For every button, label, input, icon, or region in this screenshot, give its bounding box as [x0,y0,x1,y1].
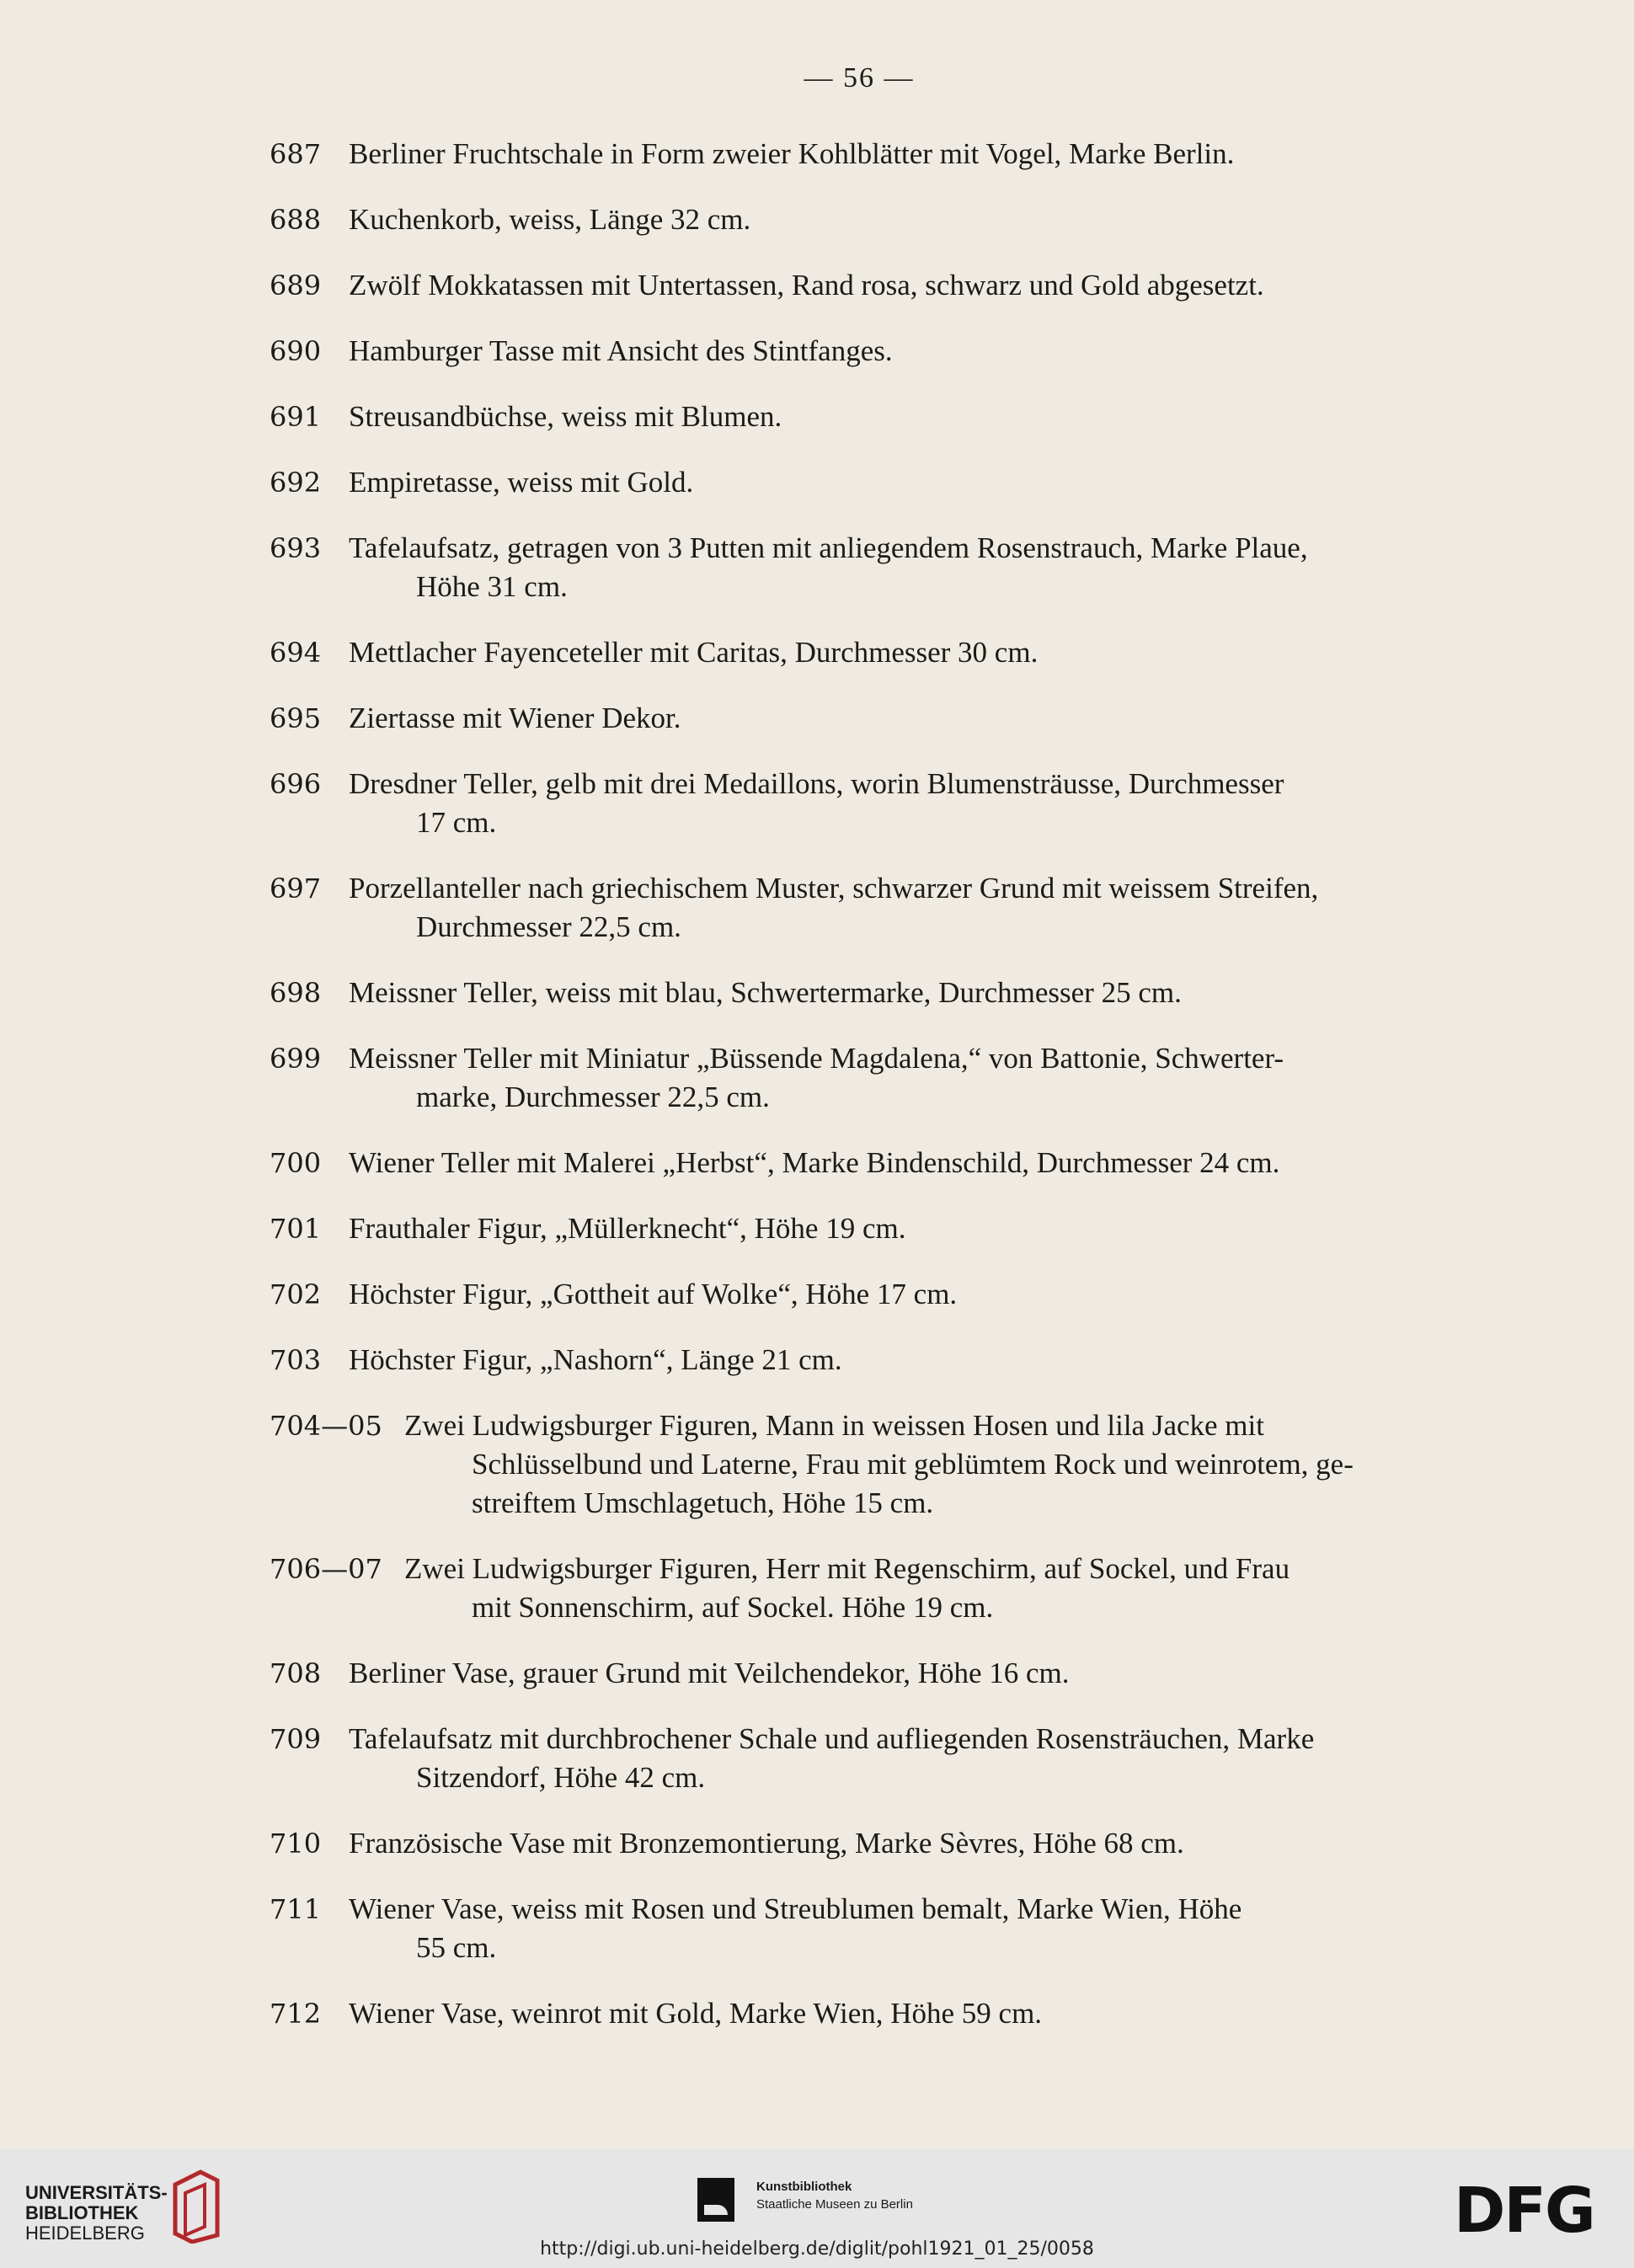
entry-description [349,974,1449,1012]
entry-description [349,135,1449,173]
catalog-entry [270,332,1449,371]
entry-number: 687 [270,138,322,170]
entry-number: 703 [270,1344,322,1376]
entry-number: 706—07 [270,1553,382,1585]
entry-line: Ziertasse mit Wiener Dekor. [349,702,681,734]
entry-description [349,1720,1449,1797]
catalog-entry [270,1720,1449,1797]
catalog-entry [270,699,1449,738]
entry-number: 695 [270,702,322,734]
catalog-entry-list [270,135,1449,2060]
entry-line: Streusandbüchse, weiss mit Blumen. [349,400,782,433]
uni-logo-line1: UNIVERSITÄTS- [25,2182,168,2203]
catalog-entry [270,1824,1449,1863]
entry-line: Höchster Figur, „Gottheit auf Wolke“, Höhe 17 cm. [349,1278,958,1310]
entry-line: Empiretasse, weiss mit Gold. [349,466,694,499]
footer-bar [0,2149,1634,2268]
entry-description [349,1275,1449,1314]
catalog-entry [270,135,1449,173]
page-number: — 56 — [804,62,915,93]
entry-line: Sitzendorf, Höhe 42 cm. [416,1761,706,1794]
entry-line: Frauthaler Figur, „Müllerknecht“, Höhe 19 cm. [349,1212,906,1245]
catalog-entry [270,1209,1449,1248]
catalog-entry [270,529,1449,606]
entry-line: 55 cm. [416,1931,497,1964]
catalog-entry [270,1654,1449,1693]
entry-line: Hamburger Tasse mit Ansicht des Stintfanges. [349,334,893,367]
entry-number: 688 [270,204,322,236]
entry-line: marke, Durchmesser 22,5 cm. [416,1081,770,1113]
entry-number: 691 [270,401,322,433]
catalog-entry [270,1341,1449,1379]
entry-number: 704—05 [270,1410,382,1442]
entry-description [404,1550,1449,1627]
catalog-entry [270,266,1449,305]
dfg-logo[interactable]: DFG [1454,2175,1594,2247]
entry-number: 700 [270,1147,322,1179]
catalog-entry [270,1890,1449,1967]
entry-description [349,869,1449,947]
entry-number: 689 [270,269,322,302]
catalog-entry [270,869,1449,947]
entry-description [349,1144,1449,1182]
catalog-entry [270,1406,1449,1523]
entry-number: 693 [270,532,322,564]
entry-line: Meissner Teller mit Miniatur „Büssende Magdalena,“ von Battonie, Schwerter- [349,1042,1284,1075]
catalog-entry [270,200,1449,239]
entry-line: Durchmesser 22,5 cm. [416,910,681,943]
catalog-entry [270,765,1449,842]
entry-description [349,1654,1449,1693]
kunstbibliothek-mark-icon [697,2178,734,2222]
entry-number: 709 [270,1723,322,1755]
catalog-entry [270,463,1449,502]
catalog-entry [270,398,1449,436]
entry-line: Wiener Vase, weiss mit Rosen und Streublumen bemalt, Marke Wien, Höhe [349,1892,1242,1925]
entry-line: Dresdner Teller, gelb mit drei Medaillons, worin Blumensträusse, Durchmesser [349,767,1284,800]
entry-line: Tafelaufsatz, getragen von 3 Putten mit anliegendem Rosenstrauch, Marke Plaue, [349,531,1308,564]
catalog-entry [270,1994,1449,2033]
entry-line: Schlüsselbund und Laterne, Frau mit geblümtem Rock und weinrotem, ge- [472,1448,1354,1481]
entry-line: Berliner Vase, grauer Grund mit Veilchendekor, Höhe 16 cm. [349,1657,1070,1689]
entry-number: 710 [270,1828,322,1860]
entry-description [349,1994,1449,2033]
entry-line: Berliner Fruchtschale in Form zweier Kohlblätter mit Vogel, Marke Berlin. [349,137,1235,170]
entry-description [349,1209,1449,1248]
entry-line: Höchster Figur, „Nashorn“, Länge 21 cm. [349,1343,842,1376]
entry-description [349,765,1449,842]
entry-number: 692 [270,467,322,499]
entry-line: Zwölf Mokkatassen mit Untertassen, Rand rosa, schwarz und Gold abgesetzt. [349,269,1264,302]
entry-line: Zwei Ludwigsburger Figuren, Mann in weissen Hosen und lila Jacke mit [404,1409,1264,1442]
entry-line: 17 cm. [416,806,497,839]
catalog-entry [270,1144,1449,1182]
catalog-entry [270,1275,1449,1314]
catalog-entry [270,1550,1449,1627]
entry-description [349,332,1449,371]
entry-number: 702 [270,1278,322,1310]
entry-line: Höhe 31 cm. [416,570,568,603]
entry-description [349,266,1449,305]
library-book-icon [167,2168,226,2244]
entry-line: Kuchenkorb, weiss, Länge 32 cm. [349,203,751,236]
entry-description [349,398,1449,436]
entry-line: Französische Vase mit Bronzemontierung, Marke Sèvres, Höhe 68 cm. [349,1827,1184,1860]
entry-line: Porzellanteller nach griechischem Muster, schwarzer Grund mit weissem Streifen, [349,872,1319,905]
entry-number: 708 [270,1657,322,1689]
catalog-entry [270,974,1449,1012]
entry-description [349,463,1449,502]
kb-name: Kunstbibliothek [756,2180,852,2194]
entry-description [404,1406,1449,1523]
entry-line: Wiener Vase, weinrot mit Gold, Marke Wien, Höhe 59 cm. [349,1997,1043,2030]
entry-description [349,633,1449,672]
entry-description [349,699,1449,738]
page-url[interactable]: http://digi.ub.uni-heidelberg.de/diglit/pohl1921_01_25/0058 [540,2239,1094,2260]
entry-description [349,1890,1449,1967]
entry-number: 698 [270,977,322,1009]
catalog-entry [270,1039,1449,1117]
uni-logo-line3: HEIDELBERG [25,2223,145,2244]
entry-number: 694 [270,637,322,669]
entry-line: Meissner Teller, weiss mit blau, Schwertermarke, Durchmesser 25 cm. [349,976,1182,1009]
entry-line: streiftem Umschlagetuch, Höhe 15 cm. [472,1486,934,1519]
entry-line: Tafelaufsatz mit durchbrochener Schale und aufliegenden Rosensträuchen, Marke [349,1722,1315,1755]
entry-line: Zwei Ludwigsburger Figuren, Herr mit Regenschirm, auf Sockel, und Frau [404,1552,1290,1585]
entry-number: 690 [270,335,322,367]
entry-number: 696 [270,768,322,800]
entry-number: 699 [270,1043,322,1075]
entry-description [349,1341,1449,1379]
uni-logo-line2: BIBLIOTHEK [25,2202,139,2223]
entry-line: mit Sonnenschirm, auf Sockel. Höhe 19 cm. [472,1591,994,1624]
entry-description [349,529,1449,606]
entry-number: 697 [270,873,322,905]
entry-number: 711 [270,1893,322,1925]
entry-description [349,1824,1449,1863]
entry-description [349,200,1449,239]
entry-line: Wiener Teller mit Malerei „Herbst“, Marke Bindenschild, Durchmesser 24 cm. [349,1146,1280,1179]
entry-line: Mettlacher Fayenceteller mit Caritas, Durchmesser 30 cm. [349,636,1039,669]
university-library-logo[interactable] [25,2183,168,2244]
entry-number: 712 [270,1998,322,2030]
kunstbibliothek-logo[interactable] [697,2178,913,2222]
entry-number: 701 [270,1213,322,1245]
catalog-entry [270,633,1449,672]
kb-sub: Staatliche Museen zu Berlin [756,2197,913,2212]
entry-description [349,1039,1449,1117]
